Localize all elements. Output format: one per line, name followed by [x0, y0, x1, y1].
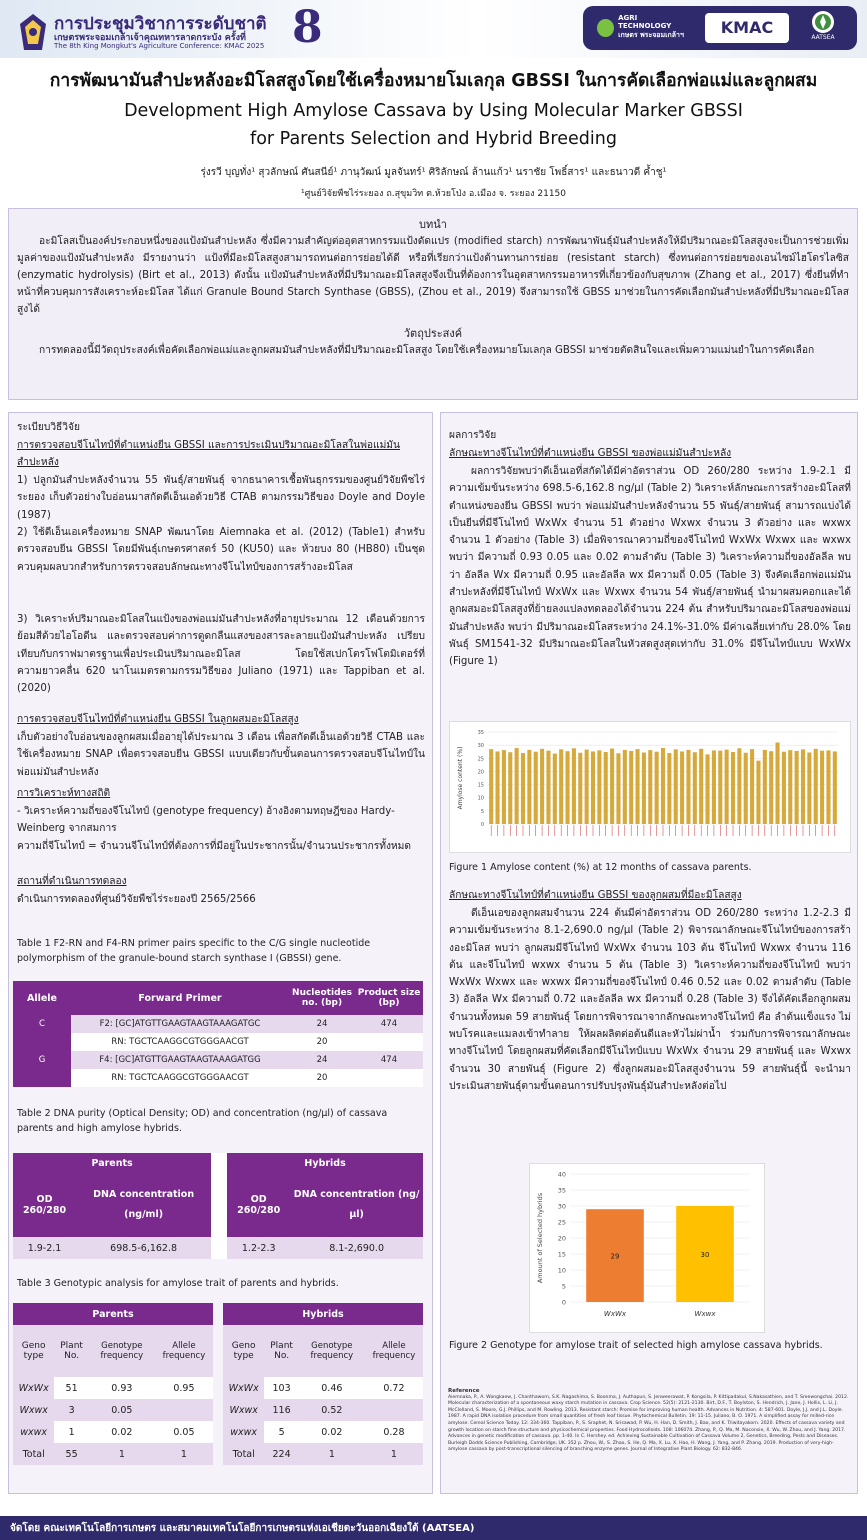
table1-allele	[13, 1069, 71, 1087]
footer: จัดโดย คณะเทคโนโลยีการเกษตร และสมาคมเทคโนโลยีการเกษตรแห่งเอเชียตะวันออกเฉียงใต้ (AATSEA)	[0, 1516, 867, 1540]
bar	[737, 748, 741, 824]
bar	[546, 751, 550, 824]
table3-plant-no: 103	[272, 1382, 291, 1394]
conference-number: 8	[292, 2, 323, 53]
table3-genotype: Total	[22, 1448, 45, 1460]
bar	[693, 752, 697, 824]
table1	[13, 981, 423, 1087]
table-row	[223, 1443, 423, 1465]
bar	[763, 750, 767, 824]
conference-emblem-icon	[16, 12, 50, 52]
results-section	[440, 412, 858, 1494]
table3-genotype-freq: 0.52	[321, 1404, 343, 1416]
y-tick-label: 0	[480, 822, 484, 828]
table1-size: 474	[380, 1055, 398, 1065]
y-tick-label: 35	[477, 730, 484, 736]
table1-header-nucleotides: Nucleotides no. (bp)	[292, 988, 352, 1008]
table-row	[13, 1421, 213, 1443]
y-tick-label: 20	[477, 769, 484, 776]
objective-text: การทดลองนี้มีวัตถุประสงค์เพื่อคัดเลือกพ่อแม่และลูกผสมมันสำปะหลังที่มีปริมาณอะมิโลสสูง โดยใช้เครื่องหมายโมเลกุล GBSSI มาช่วยตัดสินใจและเพิ่มความแม่นยำในการคัดเลือก	[39, 345, 815, 356]
figure2-chart	[529, 1163, 765, 1333]
methods-subheading-parents: การตรวจสอบจีโนไทป์ที่ตำแหน่งยีน GBSSI และการประเมินปริมาณอะมิโลสในพ่อแม่มันสำปะหลัง	[17, 440, 400, 469]
bar	[502, 750, 506, 824]
table1-size: 474	[380, 1019, 398, 1029]
bar	[540, 749, 544, 824]
bar	[521, 753, 525, 824]
y-tick-label: 20	[557, 1234, 566, 1243]
table3-allele-freq: 1	[180, 1448, 187, 1460]
introduction-heading: บทนำ	[419, 218, 447, 231]
bar	[776, 743, 780, 824]
table3-group-hybrids: Hybrids	[302, 1308, 344, 1320]
table3-group-parents: Parents	[92, 1308, 134, 1320]
aatsea-logo	[803, 10, 843, 46]
table3-genotype: Total	[232, 1448, 255, 1460]
bar	[706, 754, 710, 824]
references-text: Aiemnaka, P., A. Wongkaew, J. Chanthaworn, S.K. Nagashima, S. Boonma, J. Authapun, S. Jenweerawat, P. Kongsila, P. Kittipadakul, S.Nakasathien, and T. Sreewongchai. 2012. Molecular characterization of a spontaneous waxy starch mutation in cassava. Crop Science. 52(5): 2121-2130. Birt, D.F., T. Boylston, S. Hendrich, J. Jane, J. Hollis, L. Li, J. McClelland, S. Moore, G.J. Phillips, and M. Rowling. 2013. Resistant starch: Promise for improving human health. Advances in Nutrition. 4: 587-601. Doyle, J.J. and J.L. Doyle. 1987. A rapid DNA isolation procedure from small quantities of fresh leaf tissue. Phytochemical Bulletin. 19: 11-15. Juliano, B. O. 1971. A simplified assay for milled-rice amylose. Cereal Science Today. 12: 334-360. Tappiban, P., S. Sraphet, N. Srisawad, P. Wu, H. Han, D. Smith, J. Bao, and K. Triwitayakorn. 2020. Effects of cassava variety and growth location on starch fine structure and physicochemical properties. Food Hydrocolloids. 108: 106074. Zhang, P., Q. Ma, M. Naconsie, X. Wu, W. Zhou, and J. Yang. 2017. Advances in genetic modification of cassava. pp. 1-40. In C. Hershey. ed. Achieving Sustainable Cultivation of Cassava Volume 2, Genetics, Breeding, Pests and Diseases. Burleigh Dodds Science Publishing, Cambridge, UK. 352 p. Zhou, W., S. Zhao, S. He, Q. Ma, X. Lu, X. Hao, H. Wang, J. Yang, and P. Zhang. 2019. Production of very-high-amylose cassava by post-transcriptional silencing of branching enzyme genes. Journal of Integrative Plant Biology. 62: 832-846.	[448, 1394, 849, 1453]
table3-genotype-freq: 0.02	[111, 1426, 133, 1438]
bar	[712, 750, 716, 824]
table3-plant-no: 51	[65, 1382, 78, 1394]
methods-hybrid-text: เก็บตัวอย่างใบอ่อนของลูกผสมเมื่ออายุได้ประมาณ 3 เดือน เพื่อสกัดดีเอ็นเอด้วยวิธี CTAB และใช้เครื่องหมาย SNAP เพื่อตรวจสอบยีน GBSSI แบบเดียวกับขั้นตอนการตรวจสอบจีโนไทป์ในพ่อแม่มันสำปะหลัง	[17, 732, 425, 778]
bar	[597, 750, 601, 824]
table-row	[223, 1421, 423, 1443]
y-tick-label: 15	[557, 1250, 566, 1259]
table1-nucleotides: 20	[316, 1037, 328, 1047]
table3-header-genotype: Geno type	[21, 1341, 46, 1361]
bar	[661, 748, 665, 824]
bar	[655, 752, 659, 824]
table3-genotype: WxWx	[13, 1377, 54, 1399]
figure1-caption: Figure 1 Amylose content (%) at 12 months of cassava parents.	[449, 862, 752, 873]
bar	[648, 750, 652, 824]
table3-genotype-freq: 0.02	[321, 1426, 343, 1438]
y-tick-label: 5	[480, 808, 484, 815]
bar	[718, 751, 722, 824]
conference-name: การประชุมวิชาการระดับชาติ	[54, 14, 267, 34]
table3-allele-freq: 0.95	[173, 1382, 195, 1394]
table3-genotype: Wxwx	[229, 1404, 258, 1416]
table3-genotype: WxWx	[223, 1377, 264, 1399]
introduction-text: อะมิโลสเป็นองค์ประกอบหนึ่งของแป้งมันสำปะหลัง ซึ่งมีความสำคัญต่ออุตสาหกรรมแป้งดัดแปร (modified starch) การพัฒนาพันธุ์มันสำปะหลังให้มีปริมาณอะมิโลสสูงจะเป็นการช่วยเพิ่มมูลค่าของแป้งมันสำปะหลัง มีรายงานว่า แป้งที่มีอะมิโลสสูงสามารถทนต่อการย่อยได้ดี หรือที่เรียกว่าแป้งต้านทานการย่อย (resistant starch) ซึ่งทนต่อการย่อยของเอนไซม์ไฮโดรไลซิส (enzymatic hydrolysis) (Birt et al., 2013) ดังนั้น แป้งมันสำปะหลังที่มีปริมาณอะมิโลสสูงจึงเป็นที่ต้องการในอุตสาหกรรมอาหารที่เกี่ยวข้องกับสุขภาพ (Zhang et al., 2017) ซึ่งยีนที่ทำหน้าที่ควบคุมการสังเคราะห์อะมิโลส ได้แก่ Granule Bound Starch Synthase (GBSS), (Zhou et al., 2019) จึงสามารถใช้ GBSS มาช่วยในการคัดเลือกมันสำปะหลังที่มีปริมาณอะมิโลสสูงได้	[17, 236, 849, 315]
bar	[572, 748, 576, 824]
results-subheading-hybrids: ลักษณะทางจีโนไทป์ที่ตำแหน่งยีน GBSSI ของลูกผสมที่มีอะมิโลสสูง	[449, 890, 742, 901]
bar	[699, 749, 703, 824]
header-banner	[0, 0, 867, 58]
author-list: รุ่งรวี บุญทั่ง¹ สุวลักษณ์ ศันสนีย์¹ ภานุวัฒน์ มูลจันทร์¹ ศิริลักษณ์ ล้านแก้ว¹ นราชัย โพธิ์สาร¹ และธนาวดี ค้ำชู¹	[200, 167, 667, 178]
table3-genotype-freq: 1	[118, 1448, 125, 1460]
table3-header-allele-freq: Allele frequency	[162, 1341, 206, 1361]
bar	[636, 749, 640, 824]
table3-genotype: Wxwx	[19, 1404, 48, 1416]
bar	[616, 753, 620, 824]
table1-nucleotides: 24	[316, 1055, 328, 1065]
methods-heading: ระเบียบวิธีวิจัย	[17, 422, 80, 433]
partner-logos	[583, 6, 857, 50]
table2-parents-dna: 698.5-6,162.8	[110, 1242, 178, 1254]
bar	[833, 751, 837, 824]
data-label: 30	[700, 1251, 710, 1259]
title-english-line1: Development High Amylose Cassava by Using Molecular Marker GBSSI	[124, 101, 743, 121]
methods-frequency-formula: ความถี่จีโนไทป์ = จำนวนจีโนไทป์ที่ต้องการที่มีอยู่ในประชากรนั้น/จำนวนประชากรทั้งหมด	[17, 841, 411, 852]
y-axis-label: Amylose content (%)	[457, 746, 464, 810]
y-tick-label: 15	[477, 782, 484, 789]
title-english-line2: for Parents Selection and Hybrid Breeding	[250, 129, 617, 149]
bar	[788, 750, 792, 824]
table3-allele-freq: 0.05	[173, 1426, 195, 1438]
table1-size	[355, 1069, 423, 1087]
y-tick-label: 30	[557, 1202, 566, 1211]
bar	[566, 751, 570, 824]
bar	[750, 749, 754, 824]
table3-header-genotype: Geno type	[231, 1341, 256, 1361]
table3-genotype: wxwx	[13, 1421, 54, 1443]
bar	[801, 749, 805, 824]
table3-allele-freq: 1	[390, 1448, 397, 1460]
agri-logo-text: AGRI TECHNOLOGY	[618, 14, 672, 30]
table-row	[223, 1399, 423, 1421]
table-row	[13, 1033, 423, 1051]
data-label: 29	[610, 1252, 620, 1261]
methods-step2: 2) ใช้ดีเอ็นเอเครื่องหมาย SNAP พัฒนาโดย Aiemnaka et al. (2012) (Table1) สำหรับตรวจสอบยีน GBSSI โดยมีพันธุ์เกษตรศาสตร์ 50 (KU50) และ ห้วยบง 80 (HB80) เป็นชุดควบคุมผลบวกสำหรับการตรวจสอบลักษณะทางจีโนไทป์ของการสร้างอะมิโลส	[17, 527, 425, 573]
bar	[820, 751, 824, 824]
y-tick-label: 0	[561, 1298, 566, 1307]
table2-hybrids-dna: 8.1-2,690.0	[329, 1242, 384, 1254]
bar	[826, 750, 830, 824]
table2-caption: Table 2 DNA purity (Optical Density; OD) and concentration (ng/µl) of cassava parents and high amylose hybrids.	[17, 1108, 388, 1134]
bar	[585, 750, 589, 824]
conference-english-name: The 8th King Mongkut's Agriculture Conference: KMAC 2025	[54, 42, 265, 50]
bar	[744, 753, 748, 824]
table1-size	[355, 1033, 423, 1051]
table3-plant-no: 224	[272, 1448, 291, 1460]
y-tick-label: 35	[557, 1186, 566, 1195]
bar	[769, 751, 773, 824]
bar	[610, 749, 614, 824]
table1-header-allele: Allele	[26, 992, 57, 1004]
y-tick-label: 40	[557, 1170, 566, 1179]
affiliation: ¹ศูนย์วิจัยพืชไร่ระยอง ถ.สุขุมวิท ต.ห้วยโป่ง อ.เมือง จ. ระยอง 21150	[300, 189, 567, 199]
figure1-chart	[449, 721, 851, 853]
bar	[680, 751, 684, 824]
agri-logo-text-th: เกษตร พระจอมเกล้าฯ	[618, 31, 684, 39]
table3-hybrids	[223, 1303, 423, 1465]
table2-hybrids-od: 1.2-2.3	[241, 1242, 276, 1254]
table3-header-plant-no: Plant No.	[60, 1341, 83, 1361]
methods-subheading-hybrids: การตรวจสอบจีโนไทป์ที่ตำแหน่งยีน GBSSI ในลูกผสมอะมิโลสสูง	[17, 714, 299, 725]
agri-leaf-icon	[597, 19, 614, 37]
table3-allele-freq: 0.72	[383, 1382, 405, 1394]
x-tick-label: WxWx	[603, 1310, 627, 1318]
bar	[508, 752, 512, 824]
table3-plant-no: 55	[65, 1448, 78, 1460]
table2-header-od-hybrids: OD 260/280	[237, 1194, 281, 1216]
table-row	[223, 1377, 423, 1399]
aatsea-logo-text: AATSEA	[811, 34, 835, 41]
results-hybrids-text: ดีเอ็นเอของลูกผสมจำนวน 224 ต้นมีค่าอัตราส่วน OD 260/280 ระหว่าง 1.2-2.3 มีความเข้มข้นระหว่าง 8.1-2,690.0 ng/µl (Table 2) พิจารณาลักษณะจีโนไทป์ของการสร้างอะมิโลส พบว่า ลูกผสมมีจีโนไทป์ WxWx จำนวน 103 ต้น จีโนไทป์ Wxwx จำนวน 116 ต้น และจีโนไทป์ wxwx จำนวน 5 ต้น (Table 3) วิเคราะห์ความถี่ของจีโนไทป์ พบว่า WxWx Wxwx และ wxwx มีความถี่ของจีโนไทป์ 0.46 0.52 และ 0.02 ตามลำดับ (Table 3) อัลลีล Wx มีความถี่ 0.72 และอัลลีล wx มีความถี่ 0.28 (Table 3) จึงได้คัดเลือกลูกผสมจำนวนทั้งหมด 59 สายพันธุ์ โดยการพิจารณาจากลักษณะทางจีโนไทป์ คือ ลำต้นแข็งแรง ไม่พบโรคและแมลงเข้าทำลาย ให้ผลผลิตต่อต้นดีและหัวไม่ผ่าน้ำ ร่วมกับการพิจารณาลักษณะทางจีโนไทป์ โดยลูกผสมที่คัดเลือกมีจีโนไทป์แบบ WxWx จำนวน 29 สายพันธุ์ และ Wxwx จำนวน 30 สายพันธุ์ (Figure 2) ซึ่งลูกผสมอะมิโลสสูงจำนวน 59 สายพันธุ์นี้ จะนำมาประเมินสายพันธุ์ตามขั้นตอนการปรับปรุงพันธุ์มันสำปะหลังต่อไป	[449, 908, 851, 1092]
table3-plant-no: 3	[68, 1404, 75, 1416]
table1-nucleotides: 20	[316, 1073, 328, 1083]
agri-technology-logo	[597, 14, 689, 42]
table-row	[13, 1015, 423, 1033]
y-tick-label: 25	[557, 1218, 566, 1227]
table-row	[13, 1443, 213, 1465]
bar	[756, 761, 760, 824]
bar	[807, 753, 811, 824]
table3-genotype-freq: 1	[328, 1448, 335, 1460]
table3-genotype-freq: 0.93	[111, 1382, 133, 1394]
bar	[604, 752, 608, 824]
methods-step3: 3) วิเคราะห์ปริมาณอะมิโลสในแป้งของพ่อแม่มันสำปะหลังที่อายุประมาณ 12 เดือนด้วยการย้อมสีด้วยไอโอดีน และตรวจสอบค่าการดูดกลืนแสงของสารละลายแป้งมันสำปะหลัง เปรียบเทียบกับกราฟมาตรฐานเพื่อประเมินปริมาณอะมิโลส โดยใช้สเปกโตรโฟโตมิเตอร์ที่ความยาวคลื่น 620 นาโนเมตรตามกรรมวิธีของ Juliano (1971) และ Tappiban et al. (2020)	[17, 614, 425, 695]
bar	[515, 748, 519, 824]
bar	[578, 753, 582, 824]
table3-allele-freq	[155, 1399, 213, 1421]
table3-caption: Table 3 Genotypic analysis for amylose trait of parents and hybrids.	[17, 1278, 339, 1289]
table3-parents	[13, 1303, 213, 1465]
bar	[667, 753, 671, 824]
table1-allele: C	[13, 1015, 71, 1033]
references	[448, 1388, 852, 1454]
table1-allele: G	[13, 1051, 71, 1069]
table3-allele-freq	[365, 1399, 423, 1421]
results-parents-text: ผลการวิจัยพบว่าดีเอ็นเอที่สกัดได้มีค่าอัตราส่วน OD 260/280 ระหว่าง 1.9-2.1 มีความเข้มข้นระหว่าง 698.5-6,162.8 ng/µl (Table 2) วิเคราะห์ลักษณะการสร้างอะมิโลสที่ตำแหน่งของยีน GBSSI พบว่า พ่อแม่มันสำปะหลังจำนวน 55 พันธุ์/สายพันธุ์ สามารถแบ่งได้เป็นยีนที่มีจีโนไทป์ WxWx จำนวน 51 ตัวอย่าง Wxwx จำนวน 3 ตัวอย่าง และ wxwx จำนวน 1 ตัวอย่าง (Table 3) เมื่อพิจารณาความถี่ของจีโนไทป์ WxWx Wxwx และ wxwx พบว่า มีความถี่ 0.93 0.05 และ 0.02 ตามลำดับ (Table 3) วิเคราะห์ความถี่ของอัลลีล พบว่า อัลลีล Wx มีความถี่ 0.95 และอัลลีล wx มีความถี่ 0.05 (Table 3) จึงคัดเลือกพ่อแม่มันสำปะหลังที่มีจีโนไทป์ WxWx และ Wxwx จำนวน 54 พันธุ์/สายพันธุ์ นำมาผสมคอกและได้ลูกผสมอะมิโลสสูงที่ย้ายลงแปลงทดลองได้จำนวน 224 ต้น สำหรับปริมาณอะมิโลสของพ่อแม่มันสำปะหลัง พบว่า มีปริมาณอะมิโลสระหว่าง 24.1%-31.0% มีค่าเฉลี่ยเท่ากับ 28.0% โดยพันธุ์ SM1541-32 มีปริมาณอะมิโลสในหัวสดสูงสุดเท่ากับ 31.0% มีจีโนไทป์แบบ WxWx (Figure 1)	[449, 466, 851, 668]
table1-primer: RN: TGCTCAAGGCGTGGGAACGT	[111, 1037, 249, 1047]
title-thai: การพัฒนามันสำปะหลังอะมิโลสสูงโดยใช้เครื่องหมายโมเลกุล GBSSI ในการคัดเลือกพ่อแม่และลูกผสม	[49, 71, 818, 91]
table2-header-od: OD 260/280	[22, 1194, 67, 1216]
bar	[489, 749, 493, 824]
y-tick-label: 30	[477, 743, 484, 750]
bar	[674, 749, 678, 824]
conference-subtitle: เกษตรพระจอมเกล้าเจ้าคุณทหารลาดกระบัง ครั้งที่	[54, 33, 246, 43]
references-heading: Reference	[448, 1388, 480, 1394]
table1-header-product-size: Product size (bp)	[357, 988, 421, 1008]
table1-allele	[13, 1033, 71, 1051]
methods-subheading-statistics: การวิเคราะห์ทางสถิติ	[17, 788, 111, 799]
table2-group-parents: Parents	[91, 1157, 133, 1169]
table2-header-dna-hybrids: DNA concentration (ng/µl)	[293, 1189, 420, 1220]
methods-statistics-text: - วิเคราะห์ความถี่ของจีโนไทป์ (genotype frequency) อ้างอิงตามทฤษฎีของ Hardy-Weinberg จากสมการ	[17, 806, 395, 835]
y-axis-label: Amount of Selected hybrids	[536, 1192, 544, 1284]
table3-header-plant-no: Plant No.	[270, 1341, 293, 1361]
bar	[782, 752, 786, 824]
table1-nucleotides: 24	[316, 1019, 328, 1029]
table3-header-allele-freq: Allele frequency	[372, 1341, 416, 1361]
bar	[725, 750, 729, 824]
kmac-logo: KMAC	[705, 13, 789, 43]
table3-plant-no: 1	[68, 1426, 75, 1438]
y-tick-label: 5	[561, 1282, 566, 1291]
conference-logo	[8, 4, 338, 54]
table1-header-primer: Forward Primer	[138, 992, 222, 1004]
amylose-content-chart	[450, 722, 850, 852]
methods-subheading-location: สถานที่ดำเนินการทดลอง	[17, 876, 127, 887]
table-row	[13, 1069, 423, 1087]
table-row	[13, 1237, 423, 1259]
table2-parents-od: 1.9-2.1	[27, 1242, 62, 1254]
table2-header-dna: DNA concentration (ng/ml)	[93, 1189, 195, 1220]
bar	[553, 754, 557, 824]
table1-primer: RN: TGCTCAAGGCGTGGGAACGT	[111, 1073, 249, 1083]
aatsea-emblem-icon	[811, 10, 835, 34]
introduction-section	[8, 208, 858, 400]
table3-header-genotype-freq: Genotype frequency	[310, 1341, 354, 1361]
results-subheading-parents: ลักษณะทางจีโนไทป์ที่ตำแหน่งยีน GBSSI ของพ่อแม่มันสำปะหลัง	[449, 448, 732, 459]
y-tick-label: 10	[557, 1266, 566, 1275]
bar	[642, 753, 646, 824]
bar	[814, 749, 818, 824]
methods-location-text: ดำเนินการทดลองที่ศูนย์วิจัยพืชไร่ระยองปี 2565/2566	[17, 894, 256, 905]
table3-header-genotype-freq: Genotype frequency	[100, 1341, 144, 1361]
table3-genotype-freq: 0.46	[321, 1382, 343, 1394]
table3-genotype: wxwx	[223, 1421, 264, 1443]
bar	[731, 752, 735, 824]
table2	[13, 1153, 423, 1259]
table1-primer: F4: [GC]ATGTTGAAGTAAGTAAAGATGG	[99, 1055, 261, 1065]
table-row	[13, 1051, 423, 1069]
bar	[629, 751, 633, 824]
bar	[534, 752, 538, 824]
selected-hybrids-chart	[530, 1164, 764, 1332]
table3-plant-no: 116	[272, 1404, 291, 1416]
table3-genotype-freq: 0.05	[111, 1404, 133, 1416]
bar	[686, 750, 690, 824]
bar	[623, 750, 627, 824]
figure2-caption: Figure 2 Genotype for amylose trait of selected high amylose cassava hybrids.	[449, 1340, 823, 1351]
table2-group-hybrids: Hybrids	[304, 1157, 346, 1169]
y-tick-label: 25	[477, 756, 484, 763]
results-heading: ผลการวิจัย	[449, 430, 497, 441]
table-row	[13, 1399, 213, 1421]
objective-heading: วัตถุประสงค์	[403, 327, 463, 340]
x-tick-label: Wxwx	[694, 1310, 716, 1318]
table3-allele-freq: 0.28	[383, 1426, 405, 1438]
bar	[527, 750, 531, 824]
bar	[795, 751, 799, 824]
table1-caption: Table 1 F2-RN and F4-RN primer pairs specific to the C/G single nucleotide polymorphism of the granule-bound starch synthase I (GBSSI) gene.	[17, 938, 371, 964]
table3-plant-no: 5	[278, 1426, 285, 1438]
y-tick-label: 10	[477, 795, 484, 802]
methods-section	[8, 412, 433, 1494]
table1-primer: F2: [GC]ATGTTGAAGTAAGTAAAGATGC	[99, 1019, 261, 1029]
methods-step1: 1) ปลูกมันสำปะหลังจำนวน 55 พันธุ์/สายพันธุ์ จากธนาคารเชื้อพันธุกรรมของศูนย์วิจัยพืชไร่ระยอง เก็บตัวอย่างใบอ่อนมาสกัดดีเอ็นเอด้วยวิธี CTAB ตามกรรมวิธีของ Doyle and Doyle (1987)	[17, 475, 425, 521]
bar	[496, 751, 500, 824]
table-row	[13, 1377, 213, 1399]
bar	[559, 749, 563, 824]
bar	[591, 751, 595, 824]
